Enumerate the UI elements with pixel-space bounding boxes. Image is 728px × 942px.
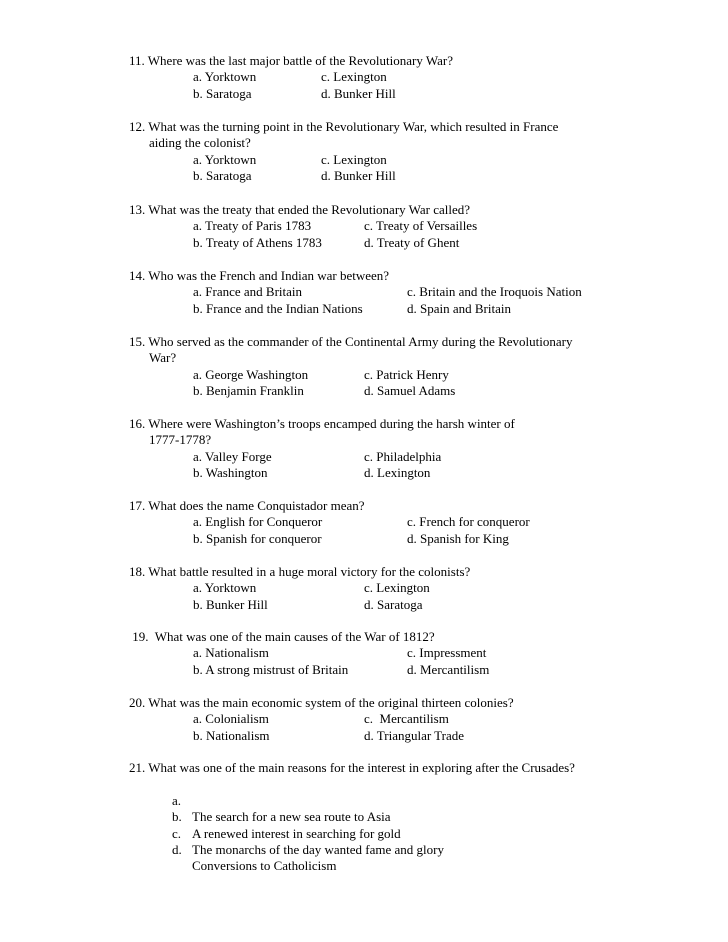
choice-b: b. Saratoga <box>193 85 252 101</box>
question-15 <box>129 334 649 400</box>
choice-row <box>129 514 649 530</box>
question-text: 21. What was one of the main reasons for the interest in exploring after the Crusades? <box>129 760 575 775</box>
choice-row <box>129 645 649 661</box>
list-letter: d. <box>172 841 182 857</box>
list-letter: b. <box>172 809 182 825</box>
choice-row <box>129 168 649 184</box>
list-text: A renewed interest in searching for gold <box>192 825 401 841</box>
question-16 <box>129 416 649 482</box>
choice-b: b. Spanish for conqueror <box>193 530 322 546</box>
choice-c: c. Britain and the Iroquois Nation <box>407 284 582 300</box>
choice-row <box>129 449 649 465</box>
list-text: The search for a new sea route to Asia <box>192 809 391 825</box>
choice-a: a. Yorktown <box>193 580 257 596</box>
choice-d: d. Bunker Hill <box>321 168 396 184</box>
choice-d: d. Saratoga <box>364 596 423 612</box>
choice-row <box>129 235 649 251</box>
choice-row <box>129 465 649 481</box>
choice-b: b. Nationalism <box>193 727 270 743</box>
choice-b: b. Washington <box>193 465 268 481</box>
choice-c: c. Impressment <box>407 645 487 661</box>
question-text: 11. Where was the last major battle of the Revolutionary War? <box>129 53 453 68</box>
list-item <box>129 776 689 825</box>
question-text: 17. What does the name Conquistador mean? <box>129 498 365 513</box>
choice-b: b. Bunker Hill <box>193 596 268 612</box>
question-18 <box>129 564 649 613</box>
choice-c: c. Lexington <box>364 580 430 596</box>
question-21 <box>129 760 689 874</box>
choice-row <box>129 284 649 300</box>
choice-d: d. Samuel Adams <box>364 383 456 399</box>
choice-c: c. Patrick Henry <box>364 366 449 382</box>
choice-a: a. Yorktown <box>193 151 257 167</box>
choice-d: d. Spain and Britain <box>407 300 511 316</box>
choice-c: c. Treaty of Versailles <box>364 218 478 234</box>
choice-row <box>129 86 649 102</box>
choice-b: b. Benjamin Franklin <box>193 383 304 399</box>
question-text: 18. What battle resulted in a huge moral victory for the colonists? <box>129 564 471 579</box>
choice-b: b. A strong mistrust of Britain <box>193 661 349 677</box>
choice-a: a. Valley Forge <box>193 448 272 464</box>
choice-a: a. Treaty of Paris 1783 <box>193 218 312 234</box>
choice-d: d. Lexington <box>364 465 431 481</box>
choice-a: a. Nationalism <box>193 645 269 661</box>
choice-c: c. Philadelphia <box>364 448 442 464</box>
list-letter: a. <box>172 792 182 808</box>
choice-c: c. Lexington <box>321 151 387 167</box>
choice-row <box>129 218 649 234</box>
choice-row <box>129 301 649 317</box>
choice-d: d. Triangular Trade <box>364 727 465 743</box>
list-text: The monarchs of the day wanted fame and glory <box>192 841 444 857</box>
choice-a: a. George Washington <box>193 366 309 382</box>
choice-c: c. Lexington <box>321 69 387 85</box>
question-text: 16. Where were Washington’s troops encamped during the harsh winter of <box>129 416 515 431</box>
list-text: Conversions to Catholicism <box>192 858 337 874</box>
choice-c: c. Mercantilism <box>364 711 449 727</box>
choice-d: d. Treaty of Ghent <box>364 234 460 250</box>
question-13 <box>129 202 649 251</box>
choice-row <box>129 597 649 613</box>
choice-d: d. Bunker Hill <box>321 85 396 101</box>
question-text: 14. Who was the French and Indian war between? <box>129 268 390 283</box>
question-text-continued: War? <box>149 350 177 366</box>
choice-a: a. English for Conqueror <box>193 514 323 530</box>
choice-row <box>129 383 649 399</box>
question-text-continued: aiding the colonist? <box>149 135 251 151</box>
choice-a: a. France and Britain <box>193 284 303 300</box>
choice-d: d. Mercantilism <box>407 661 490 677</box>
choice-a: a. Yorktown <box>193 69 257 85</box>
question-text: 19. What was one of the main causes of the War of 1812? <box>129 629 435 644</box>
choice-row <box>129 152 649 168</box>
choice-row <box>129 580 649 596</box>
question-text: 15. Who served as the commander of the Continental Army during the Revolutionary <box>129 334 573 349</box>
choice-b: b. Saratoga <box>193 168 252 184</box>
question-text: 13. What was the treaty that ended the Revolutionary War called? <box>129 202 471 217</box>
question-12 <box>129 119 649 185</box>
choice-row <box>129 367 649 383</box>
choice-d: d. Spanish for King <box>407 530 509 546</box>
choice-row <box>129 728 649 744</box>
choice-b: b. France and the Indian Nations <box>193 300 363 316</box>
question-20 <box>129 695 649 744</box>
question-text-continued: 1777-1778? <box>149 432 212 448</box>
list-letter: c. <box>172 825 182 841</box>
question-17 <box>129 498 649 547</box>
question-14 <box>129 268 649 317</box>
choice-c: c. French for conqueror <box>407 514 530 530</box>
choice-a: a. Colonialism <box>193 711 269 727</box>
question-text: 20. What was the main economic system of the original thirteen colonies? <box>129 695 514 710</box>
question-11 <box>129 53 649 102</box>
choice-b: b. Treaty of Athens 1783 <box>193 234 322 250</box>
choice-row <box>129 531 649 547</box>
question-19 <box>129 629 649 678</box>
choice-row <box>129 69 649 85</box>
choice-row <box>129 662 649 678</box>
question-text: 12. What was the turning point in the Revolutionary War, which resulted in France <box>129 119 559 134</box>
choice-row <box>129 711 649 727</box>
